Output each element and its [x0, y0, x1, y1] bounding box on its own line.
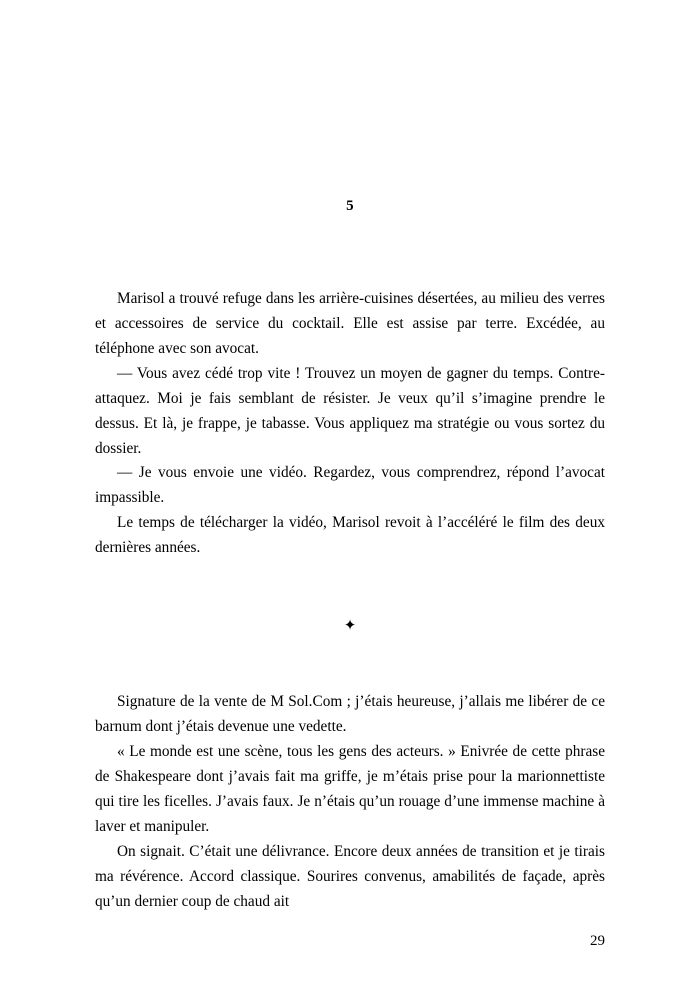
chapter-number: 5: [346, 198, 354, 214]
section-one: [95, 287, 605, 561]
paragraph: Le temps de télécharger la vidéo, Marisol revoit à l’accéléré le film des deux dernières années.: [95, 514, 605, 557]
paragraph: On signait. C’était une délivrance. Encore deux années de transition et je tirais ma révérence. Accord classique. Sourires convenus, amabilités de façade, après qu’un dernier coup de chaud ait: [95, 842, 605, 910]
paragraph: — Vous avez cédé trop vite ! Trouvez un moyen de gagner du temps. Contre-attaquez. Moi je fais semblant de résister. Je veux qu’il s’imagine prendre le dessus. Et là, je frappe, je tabasse. Vous appliquez ma stratégie ou vous sortez du dossier.: [95, 364, 605, 457]
paragraph: Signature de la vente de M Sol.Com ; j’étais heureuse, j’allais me libérer de ce barnum dont j’étais devenue une vedette.: [95, 693, 605, 736]
section-break-ornament: ✦: [343, 618, 357, 635]
page-number: 29: [590, 933, 605, 949]
paragraph: Marisol a trouvé refuge dans les arrière-cuisines désertées, au milieu des verres et accessoires de service du cocktail. Elle est assise par terre. Excédée, au téléphone avec son avocat.: [95, 290, 605, 357]
section-two: [95, 690, 605, 914]
paragraph: — Je vous envoie une vidéo. Regardez, vous comprendrez, répond l’avocat impassible.: [95, 464, 605, 507]
paragraph: « Le monde est une scène, tous les gens des acteurs. » Enivrée de cette phrase de Shakespeare dont j’avais fait ma griffe, je m’étais prise pour la marionnettiste qui tire les ficelles. J’avais faux. Je n’étais qu’un rouage d’une immense machine à laver et manipuler.: [95, 742, 605, 835]
